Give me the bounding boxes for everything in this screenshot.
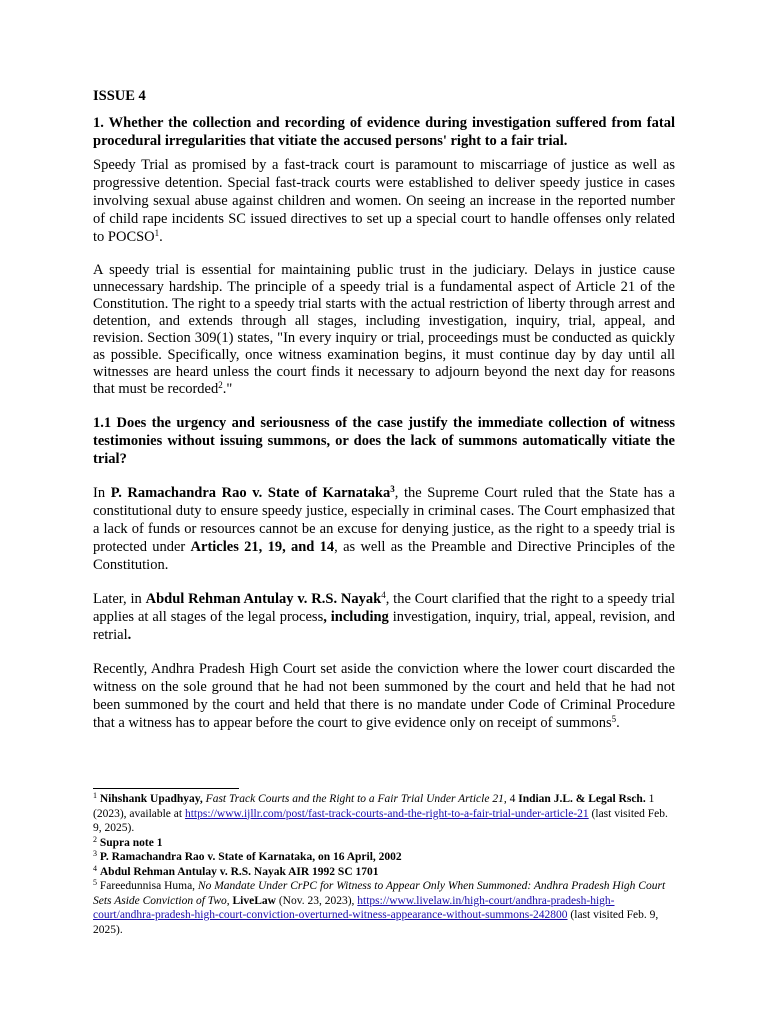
issue-heading: ISSUE 4 [93, 88, 146, 104]
footnotes-section [93, 788, 673, 937]
footnote-4: $^4$ Abdul Rehman Antulay v. R.S. Nayak AIR 1992 SC 1701 [93, 863, 379, 878]
case-name: Abdul Rehman Antulay v. R.S. Nayak [145, 591, 382, 607]
footnote-ref-2[interactable]: 2 [218, 380, 223, 390]
paragraph-text: Speedy Trial as promised by a fast-track court is paramount to miscarriage of justice as well as progressive detention. Special fast-track courts were established to deliver speedy justice in cases involving sexual abuse against children and women. On seeing an increase in the reported number of child rape incidents SC issued directives to set up a special court to handle offenses only related to POCSO [93, 157, 675, 245]
footnote-5: $^5$ Fareedunnisa Huma, No Mandate Under CrPC for Witness to Appear Only When Summoned: Andhra Pradesh High Court Sets Aside Conviction of Two, LiveLaw (Nov. 23, 2023), https://www.livelaw.in/high-court/andhra-pradesh-high-court/andhra-pradesh-high-court-conviction-overturned-witness-appearance-without-summons-242800 (last visited Feb. 9, 2025). [93, 878, 666, 936]
question-1-1: 1.1 Does the urgency and seriousness of the case justify the immediate collection of witness testimonies without issuing summons, or does the lack of summons automatically vitiate the trial? [93, 415, 675, 467]
paragraph-ramachandra-rao: In P. Ramachandra Rao v. State of Karnataka$^3$, the Supreme Court ruled that the State has a constitutional duty to ensure speedy justice, especially in criminal cases. The Court emphasized that a lack of funds or resources cannot be an excuse for denying justice, as the right to a speedy trial is protected under Articles 21, 19, and 14, as well as the Preamble and Directive Principles of the Constitution. [93, 484, 675, 573]
paragraph-public-trust: A speedy trial is essential for maintaining public trust in the judiciary. Delays in justice cause unnecessary hardship. The principle of a speedy trial is a fundamental aspect of Article 21 of the Constitution. The right to a speedy trial starts with the actual restriction of liberty through arrest and detention, and extends through all stages, including investigation, inquiry, trial, appeal, and revision. Section 309(1) states, "In every inquiry or trial, proceedings must be conducted as quickly as possible. Specifically, once witness examination begins, it must continue day by day until all witnesses are heard unless the court finds it necessary to adjourn beyond the next day for reasons that must be recorded$^2$." [93, 262, 675, 397]
paragraph-andhra-pradesh: Recently, Andhra Pradesh High Court set aside the conviction where the lower court discarded the witness on the sole ground that he had not been summoned by the court and held that he had not been summoned by the court and held that there is no mandate under Code of Criminal Procedure that a witness has to appear before the court to give evidence only on receipt of summons$^5$. [93, 661, 675, 731]
paragraph-speedy-trial: Speedy Trial as promised by a fast-track court is paramount to miscarriage of justice as well as progressive detention. Special fast-track courts were established to deliver speedy justice in cases involving sexual abuse against children and women. On seeing an increase in the reported number of child rape incidents SC issued directives to set up a special court to handle offenses only related to POCSO$^1$. [93, 157, 675, 245]
question-1: 1. Whether the collection and recording of evidence during investigation suffered from fatal procedural irregularities that vitiate the accused persons' right to a fair trial. [93, 115, 675, 149]
footnote-3: $^3$ P. Ramachandra Rao v. State of Karnataka, on 16 April, 2002 [93, 849, 402, 863]
footnote-1: $^1$ Nihshank Upadhyay, Fast Track Courts and the Right to a Fair Trial Under Article 21, 4 Indian J.L. & Legal Rsch. 1 (2023), available at https://www.ijllr.com/post/fast-track-courts-and-the-right-to-a-fair-trial-under-article-21 (last visited Feb. 9, 2025). [93, 791, 668, 834]
footnote-ref-5[interactable]: 5 [611, 714, 617, 724]
footnote-5-link[interactable]: https://www.livelaw.in/high-court/andhra-pradesh-high-court/andhra-pradesh-high-court-conviction-overturned-witness-appearance-without-summons-242800 [93, 894, 615, 921]
footnote-1-link[interactable]: https://www.ijllr.com/post/fast-track-courts-and-the-right-to-a-fair-trial-under-article-21 [184, 807, 589, 820]
case-name: P. Ramachandra Rao v. State of Karnataka [110, 485, 391, 501]
footnote-ref-1[interactable]: 1 [154, 228, 160, 238]
articles-reference: Articles 21, 19, and 14 [190, 539, 335, 555]
document-body [93, 87, 675, 748]
footnote-divider [93, 788, 239, 789]
footnote-ref-4[interactable]: 4 [381, 590, 386, 600]
paragraph-antulay: Later, in Abdul Rehman Antulay v. R.S. Nayak$^4$, the Court clarified that the right to a speedy trial applies at all stages of the legal process, including investigation, inquiry, trial, appeal, revision, and retrial. [93, 590, 676, 643]
footnote-ref-3[interactable]: 3 [390, 484, 395, 494]
paragraph-text: A speedy trial is essential for maintaining public trust in the judiciary. Delays in justice cause unnecessary hardship. The principle of a speedy trial is a fundamental aspect of Article 21 of the Constitution. The right to a speedy trial starts with the actual restriction of liberty through arrest and detention, and extends through all stages, including investigation, inquiry, trial, appeal, and revision. Section 309(1) states, "In every inquiry or trial, proceedings must be conducted as quickly as possible. Specifically, once witness examination begins, it must continue day by day until all witnesses are heard unless the court finds it necessary to adjourn beyond the next day for reasons that must be recorded [93, 262, 675, 397]
paragraph-text: Recently, Andhra Pradesh High Court set aside the conviction where the lower court discarded the witness on the sole ground that he had not been summoned by the court and held that he had not been summoned by the court and held that there is no mandate under Code of Criminal Procedure that a witness has to appear before the court to give evidence only on receipt of summons [93, 661, 675, 731]
footnote-2: $^2$ Supra note 1 [93, 834, 163, 849]
